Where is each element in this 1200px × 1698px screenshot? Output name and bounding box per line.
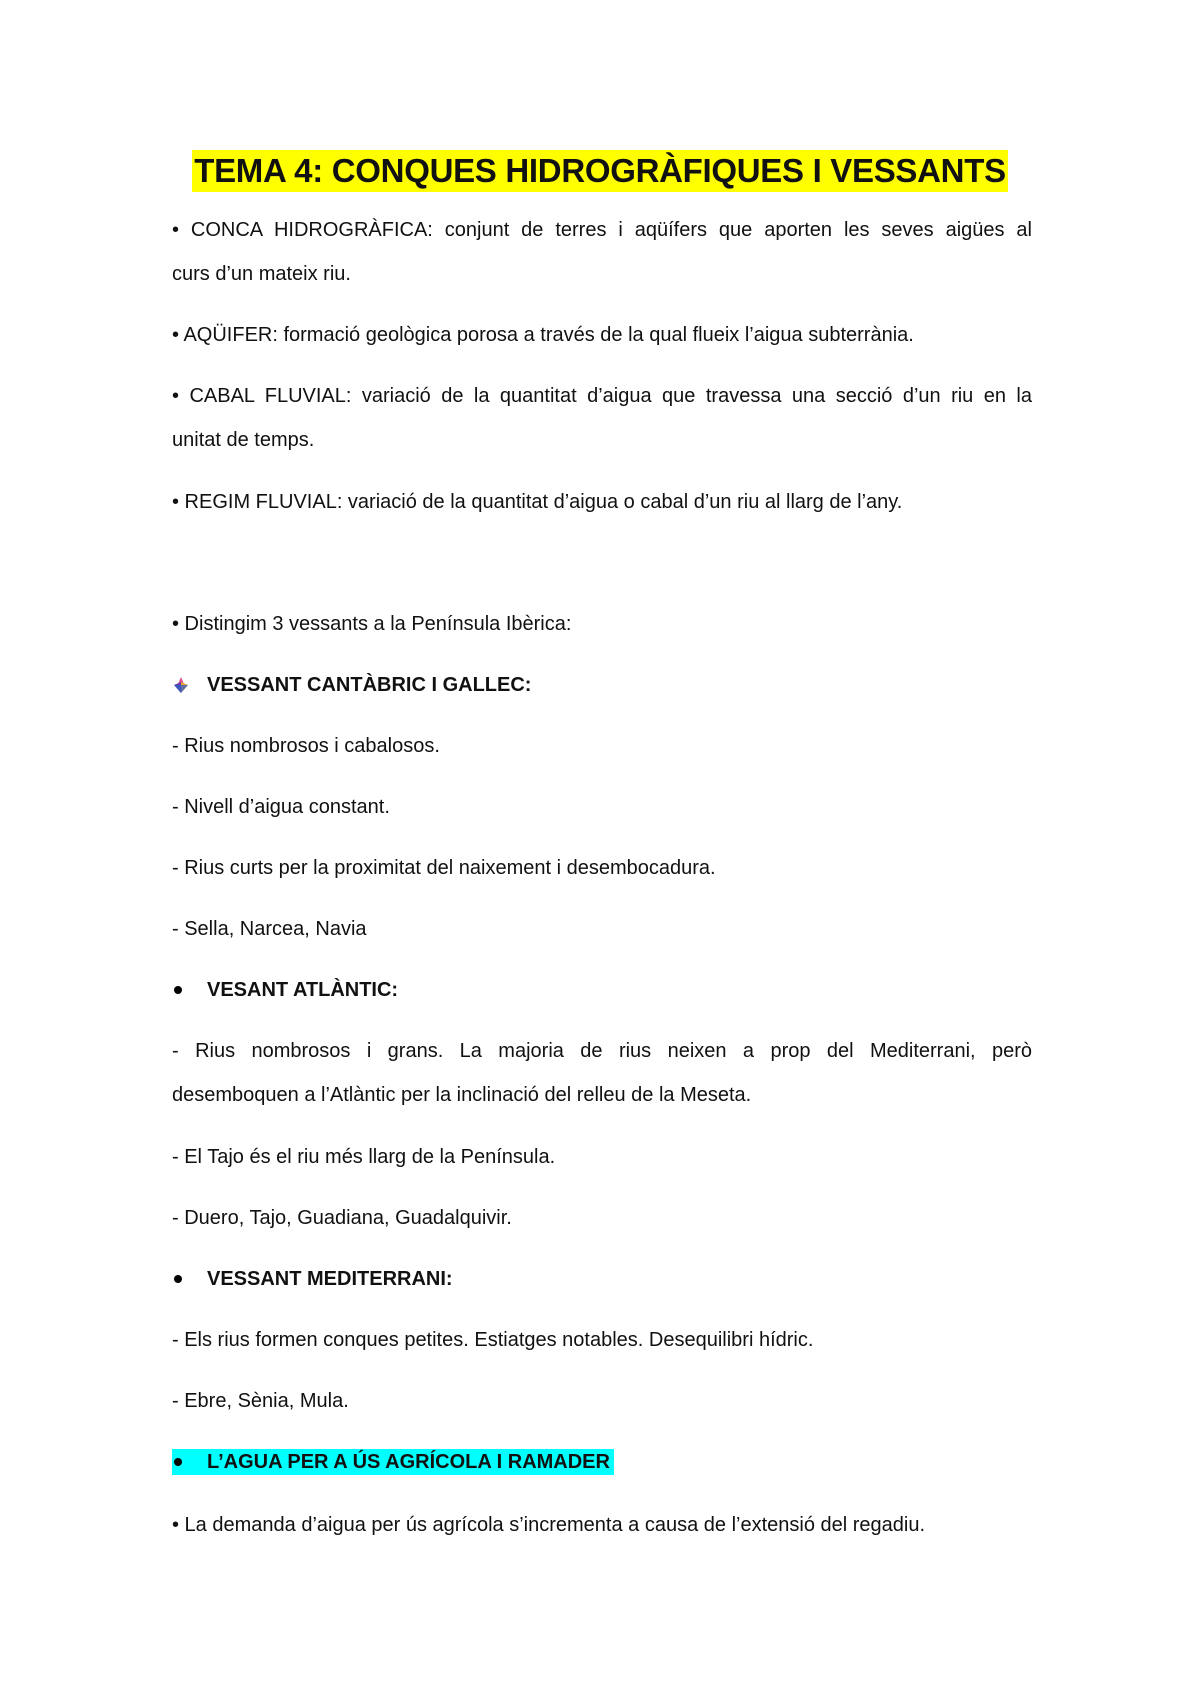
- agricola-heading-label: L’AGUA PER A ÚS AGRÍCOLA I RAMADER: [207, 1451, 610, 1473]
- atlantic-description-line1: - Rius nombrosos i grans. La majoria de rius neixen a prop del Mediterrani, però: [172, 1040, 1032, 1062]
- cantabric-item: - Nivell d’aigua constant.: [172, 796, 390, 818]
- mediterrani-heading: [172, 1267, 453, 1291]
- cantabric-heading-label: VESSANT CANTÀBRIC I GALLEC:: [207, 674, 532, 696]
- vessants-intro: • Distingim 3 vessants a la Península Ibèrica:: [172, 613, 572, 635]
- atlantic-heading-label: VESANT ATLÀNTIC:: [207, 979, 399, 1001]
- mediterrani-heading-label: VESSANT MEDITERRANI:: [207, 1268, 453, 1290]
- arrow-bullet-icon: [172, 676, 190, 694]
- cabal-definition-line1: • CABAL FLUVIAL: variació de la quantitat d’aigua que travessa una secció d’un riu en la: [172, 385, 1032, 407]
- regim-definition: • REGIM FLUVIAL: variació de la quantitat d’aigua o cabal d’un riu al llarg de l’any.: [172, 491, 903, 513]
- cantabric-item: - Sella, Narcea, Navia: [172, 918, 367, 940]
- aquifer-definition: • AQÜIFER: formació geològica porosa a través de la qual flueix l’aigua subterrània.: [172, 324, 914, 346]
- title-container: [0, 150, 1200, 192]
- conca-definition-line1: • CONCA HIDROGRÀFICA: conjunt de terres i aqüífers que aporten les seves aigües al: [172, 219, 1032, 241]
- atlantic-item: - Duero, Tajo, Guadiana, Guadalquivir.: [172, 1207, 512, 1229]
- mediterrani-item: - Ebre, Sènia, Mula.: [172, 1390, 349, 1412]
- mediterrani-item: - Els rius formen conques petites. Estiatges notables. Desequilibri hídric.: [172, 1329, 814, 1351]
- agricola-heading: [172, 1450, 614, 1474]
- page-title: TEMA 4: CONQUES HIDROGRÀFIQUES I VESSANTS: [192, 150, 1008, 192]
- atlantic-description-line2: desemboquen a l’Atlàntic per la inclinació del relleu de la Meseta.: [172, 1084, 752, 1106]
- agricola-heading-highlight: [172, 1449, 614, 1475]
- cantabric-item: - Rius nombrosos i cabalosos.: [172, 735, 440, 757]
- bullet-dot-icon: [174, 1458, 182, 1466]
- agricola-text: • La demanda d’aigua per ús agrícola s’incrementa a causa de l’extensió del regadiu.: [172, 1514, 926, 1536]
- atlantic-item: - El Tajo és el riu més llarg de la Península.: [172, 1146, 556, 1168]
- atlantic-heading: [172, 978, 398, 1002]
- bullet-dot-icon: [174, 986, 182, 994]
- conca-definition-line2: curs d’un mateix riu.: [172, 263, 351, 285]
- bullet-dot-icon: [174, 1275, 182, 1283]
- cantabric-item: - Rius curts per la proximitat del naixement i desembocadura.: [172, 857, 716, 879]
- cabal-definition-line2: unitat de temps.: [172, 429, 315, 451]
- cantabric-heading: [172, 673, 531, 697]
